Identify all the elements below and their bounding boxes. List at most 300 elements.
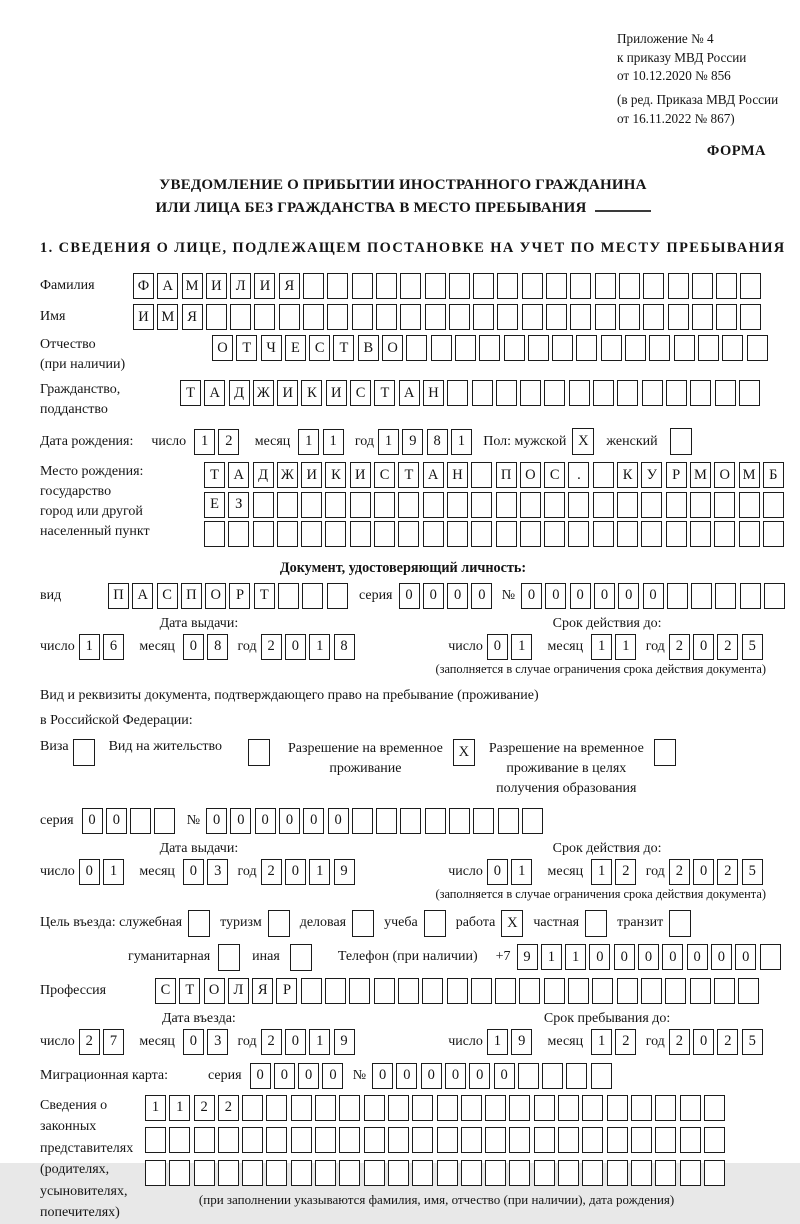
char-cell[interactable]: О — [205, 583, 226, 609]
char-cell[interactable]: 0 — [521, 583, 542, 609]
char-cell[interactable] — [668, 304, 689, 330]
purpose-study-checkbox[interactable] — [424, 910, 446, 937]
char-cell[interactable] — [619, 304, 640, 330]
char-cell[interactable] — [497, 304, 518, 330]
char-cell[interactable] — [716, 273, 737, 299]
char-cell[interactable] — [218, 1160, 239, 1186]
char-cell[interactable] — [546, 273, 567, 299]
char-cell[interactable] — [522, 304, 543, 330]
char-cell[interactable]: 1 — [323, 429, 344, 455]
char-cell[interactable] — [242, 1160, 263, 1186]
char-cell[interactable]: Т — [236, 335, 257, 361]
char-cell[interactable]: 0 — [494, 1063, 515, 1089]
char-cell[interactable] — [643, 304, 664, 330]
char-cell[interactable] — [631, 1127, 652, 1153]
char-cell[interactable] — [471, 978, 492, 1004]
char-cell[interactable]: 2 — [261, 1029, 282, 1055]
char-cell[interactable] — [279, 304, 300, 330]
char-cell[interactable] — [169, 1160, 190, 1186]
char-cell[interactable] — [422, 978, 443, 1004]
char-cell[interactable]: 5 — [742, 859, 763, 885]
purpose-tourism-checkbox[interactable] — [268, 910, 290, 937]
char-cell[interactable] — [593, 521, 614, 547]
char-cell[interactable] — [254, 304, 275, 330]
char-cell[interactable]: 0 — [487, 634, 508, 660]
char-cell[interactable]: Я — [252, 978, 273, 1004]
char-cell[interactable] — [400, 273, 421, 299]
char-cell[interactable]: И — [301, 462, 322, 488]
char-cell[interactable]: 3 — [207, 1029, 228, 1055]
temp-residence-edu-checkbox[interactable] — [654, 739, 676, 766]
char-cell[interactable] — [398, 521, 419, 547]
char-cell[interactable] — [352, 808, 373, 834]
char-cell[interactable] — [747, 335, 768, 361]
char-cell[interactable] — [655, 1127, 676, 1153]
char-cell[interactable] — [617, 492, 638, 518]
char-cell[interactable] — [485, 1127, 506, 1153]
char-cell[interactable] — [169, 1127, 190, 1153]
char-cell[interactable]: 0 — [693, 634, 714, 660]
char-cell[interactable] — [145, 1127, 166, 1153]
char-cell[interactable] — [764, 583, 785, 609]
char-cell[interactable] — [398, 978, 419, 1004]
char-cell[interactable] — [739, 380, 760, 406]
char-cell[interactable] — [760, 944, 781, 970]
char-cell[interactable]: 0 — [285, 859, 306, 885]
char-cell[interactable] — [568, 521, 589, 547]
char-cell[interactable] — [558, 1160, 579, 1186]
char-cell[interactable]: И — [254, 273, 275, 299]
char-cell[interactable]: 1 — [169, 1095, 190, 1121]
char-cell[interactable]: 0 — [693, 859, 714, 885]
char-cell[interactable]: 0 — [79, 859, 100, 885]
residence-permit-checkbox[interactable] — [248, 739, 270, 766]
char-cell[interactable] — [364, 1095, 385, 1121]
char-cell[interactable] — [447, 492, 468, 518]
char-cell[interactable]: С — [350, 380, 371, 406]
char-cell[interactable] — [544, 380, 565, 406]
char-cell[interactable] — [680, 1127, 701, 1153]
char-cell[interactable] — [194, 1127, 215, 1153]
char-cell[interactable]: 0 — [693, 1029, 714, 1055]
char-cell[interactable] — [327, 304, 348, 330]
char-cell[interactable] — [698, 335, 719, 361]
char-cell[interactable]: 1 — [591, 1029, 612, 1055]
char-cell[interactable]: 7 — [103, 1029, 124, 1055]
char-cell[interactable] — [350, 492, 371, 518]
char-cell[interactable] — [593, 462, 614, 488]
char-cell[interactable] — [301, 978, 322, 1004]
char-cell[interactable]: И — [350, 462, 371, 488]
char-cell[interactable]: А — [399, 380, 420, 406]
char-cell[interactable] — [542, 1063, 563, 1089]
char-cell[interactable]: 1 — [103, 859, 124, 885]
char-cell[interactable]: 1 — [487, 1029, 508, 1055]
char-cell[interactable]: П — [108, 583, 129, 609]
char-cell[interactable]: 2 — [261, 859, 282, 885]
char-cell[interactable] — [534, 1095, 555, 1121]
char-cell[interactable] — [738, 978, 759, 1004]
char-cell[interactable]: Т — [204, 462, 225, 488]
char-cell[interactable]: Д — [253, 462, 274, 488]
char-cell[interactable] — [374, 978, 395, 1004]
char-cell[interactable]: П — [181, 583, 202, 609]
char-cell[interactable] — [425, 808, 446, 834]
char-cell[interactable] — [544, 521, 565, 547]
char-cell[interactable] — [303, 304, 324, 330]
char-cell[interactable]: Ч — [261, 335, 282, 361]
char-cell[interactable]: 0 — [421, 1063, 442, 1089]
purpose-official-checkbox[interactable] — [188, 910, 210, 937]
char-cell[interactable] — [266, 1160, 287, 1186]
char-cell[interactable] — [301, 521, 322, 547]
char-cell[interactable]: И — [206, 273, 227, 299]
char-cell[interactable] — [714, 492, 735, 518]
char-cell[interactable] — [431, 335, 452, 361]
char-cell[interactable]: К — [325, 462, 346, 488]
char-cell[interactable]: Т — [333, 335, 354, 361]
char-cell[interactable] — [242, 1095, 263, 1121]
char-cell[interactable] — [406, 335, 427, 361]
char-cell[interactable] — [206, 304, 227, 330]
char-cell[interactable]: Ж — [253, 380, 274, 406]
char-cell[interactable] — [641, 978, 662, 1004]
purpose-transit-checkbox[interactable] — [669, 910, 691, 937]
char-cell[interactable] — [544, 492, 565, 518]
char-cell[interactable]: 0 — [399, 583, 420, 609]
char-cell[interactable] — [449, 304, 470, 330]
char-cell[interactable]: . — [568, 462, 589, 488]
char-cell[interactable] — [291, 1160, 312, 1186]
char-cell[interactable] — [643, 273, 664, 299]
char-cell[interactable]: Л — [228, 978, 249, 1004]
char-cell[interactable]: 2 — [669, 1029, 690, 1055]
char-cell[interactable]: И — [277, 380, 298, 406]
char-cell[interactable] — [582, 1127, 603, 1153]
char-cell[interactable]: 0 — [614, 944, 635, 970]
char-cell[interactable]: 0 — [618, 583, 639, 609]
char-cell[interactable] — [364, 1127, 385, 1153]
char-cell[interactable] — [376, 304, 397, 330]
char-cell[interactable] — [655, 1160, 676, 1186]
char-cell[interactable]: 0 — [183, 634, 204, 660]
char-cell[interactable] — [325, 492, 346, 518]
char-cell[interactable]: 5 — [742, 1029, 763, 1055]
char-cell[interactable]: Т — [180, 380, 201, 406]
char-cell[interactable] — [461, 1160, 482, 1186]
char-cell[interactable]: 0 — [298, 1063, 319, 1089]
char-cell[interactable]: М — [690, 462, 711, 488]
char-cell[interactable] — [277, 492, 298, 518]
char-cell[interactable]: 2 — [615, 1029, 636, 1055]
char-cell[interactable] — [568, 978, 589, 1004]
char-cell[interactable] — [485, 1095, 506, 1121]
char-cell[interactable] — [437, 1095, 458, 1121]
char-cell[interactable] — [690, 492, 711, 518]
char-cell[interactable]: 2 — [717, 634, 738, 660]
temp-residence-checkbox[interactable]: X — [453, 739, 475, 766]
char-cell[interactable] — [154, 808, 175, 834]
purpose-work-checkbox[interactable]: X — [501, 910, 523, 937]
char-cell[interactable] — [582, 1095, 603, 1121]
char-cell[interactable] — [528, 335, 549, 361]
char-cell[interactable] — [642, 380, 663, 406]
char-cell[interactable] — [715, 583, 736, 609]
char-cell[interactable]: 0 — [396, 1063, 417, 1089]
char-cell[interactable] — [496, 380, 517, 406]
char-cell[interactable] — [763, 492, 784, 518]
char-cell[interactable]: 9 — [511, 1029, 532, 1055]
char-cell[interactable]: О — [204, 978, 225, 1004]
char-cell[interactable] — [364, 1160, 385, 1186]
char-cell[interactable] — [374, 521, 395, 547]
char-cell[interactable]: 0 — [589, 944, 610, 970]
char-cell[interactable]: 0 — [570, 583, 591, 609]
char-cell[interactable] — [522, 808, 543, 834]
char-cell[interactable] — [425, 273, 446, 299]
char-cell[interactable]: 8 — [427, 429, 448, 455]
char-cell[interactable] — [692, 304, 713, 330]
char-cell[interactable] — [680, 1160, 701, 1186]
char-cell[interactable] — [315, 1127, 336, 1153]
char-cell[interactable]: 0 — [638, 944, 659, 970]
char-cell[interactable]: 1 — [79, 634, 100, 660]
char-cell[interactable]: 6 — [103, 634, 124, 660]
char-cell[interactable] — [552, 335, 573, 361]
char-cell[interactable] — [325, 521, 346, 547]
char-cell[interactable] — [566, 1063, 587, 1089]
char-cell[interactable] — [607, 1160, 628, 1186]
char-cell[interactable] — [576, 335, 597, 361]
char-cell[interactable] — [704, 1095, 725, 1121]
char-cell[interactable] — [680, 1095, 701, 1121]
char-cell[interactable]: О — [520, 462, 541, 488]
char-cell[interactable]: 0 — [328, 808, 349, 834]
char-cell[interactable] — [569, 380, 590, 406]
char-cell[interactable]: С — [155, 978, 176, 1004]
char-cell[interactable]: 0 — [274, 1063, 295, 1089]
char-cell[interactable] — [425, 304, 446, 330]
char-cell[interactable]: К — [301, 380, 322, 406]
char-cell[interactable]: 0 — [445, 1063, 466, 1089]
char-cell[interactable]: С — [309, 335, 330, 361]
char-cell[interactable]: 0 — [303, 808, 324, 834]
char-cell[interactable] — [473, 304, 494, 330]
char-cell[interactable]: Т — [254, 583, 275, 609]
char-cell[interactable] — [641, 492, 662, 518]
char-cell[interactable]: 1 — [145, 1095, 166, 1121]
char-cell[interactable] — [674, 335, 695, 361]
char-cell[interactable] — [714, 521, 735, 547]
char-cell[interactable]: 1 — [309, 634, 330, 660]
char-cell[interactable]: 0 — [285, 1029, 306, 1055]
char-cell[interactable]: 1 — [309, 1029, 330, 1055]
char-cell[interactable] — [339, 1127, 360, 1153]
char-cell[interactable] — [230, 304, 251, 330]
char-cell[interactable]: 0 — [643, 583, 664, 609]
char-cell[interactable] — [479, 335, 500, 361]
char-cell[interactable] — [352, 273, 373, 299]
char-cell[interactable] — [520, 380, 541, 406]
char-cell[interactable]: З — [228, 492, 249, 518]
char-cell[interactable]: 2 — [717, 1029, 738, 1055]
char-cell[interactable]: 0 — [183, 859, 204, 885]
char-cell[interactable] — [570, 304, 591, 330]
char-cell[interactable] — [690, 978, 711, 1004]
char-cell[interactable]: 9 — [334, 1029, 355, 1055]
char-cell[interactable]: 2 — [218, 1095, 239, 1121]
char-cell[interactable]: 1 — [591, 634, 612, 660]
char-cell[interactable] — [485, 1160, 506, 1186]
char-cell[interactable] — [400, 808, 421, 834]
char-cell[interactable]: 1 — [541, 944, 562, 970]
char-cell[interactable] — [350, 521, 371, 547]
char-cell[interactable]: 0 — [662, 944, 683, 970]
char-cell[interactable] — [315, 1095, 336, 1121]
char-cell[interactable] — [534, 1127, 555, 1153]
char-cell[interactable] — [447, 380, 468, 406]
char-cell[interactable] — [617, 521, 638, 547]
char-cell[interactable]: С — [157, 583, 178, 609]
char-cell[interactable]: Е — [204, 492, 225, 518]
char-cell[interactable]: Т — [398, 462, 419, 488]
char-cell[interactable] — [607, 1127, 628, 1153]
char-cell[interactable]: 0 — [250, 1063, 271, 1089]
char-cell[interactable]: 1 — [451, 429, 472, 455]
char-cell[interactable] — [228, 521, 249, 547]
char-cell[interactable] — [593, 492, 614, 518]
char-cell[interactable] — [253, 492, 274, 518]
char-cell[interactable] — [400, 304, 421, 330]
char-cell[interactable] — [520, 521, 541, 547]
char-cell[interactable] — [412, 1160, 433, 1186]
char-cell[interactable]: Е — [285, 335, 306, 361]
char-cell[interactable] — [471, 521, 492, 547]
char-cell[interactable]: 2 — [79, 1029, 100, 1055]
char-cell[interactable]: 2 — [669, 634, 690, 660]
char-cell[interactable]: М — [739, 462, 760, 488]
char-cell[interactable] — [509, 1095, 530, 1121]
char-cell[interactable] — [449, 273, 470, 299]
char-cell[interactable] — [352, 304, 373, 330]
char-cell[interactable]: 1 — [511, 859, 532, 885]
char-cell[interactable]: Р — [276, 978, 297, 1004]
char-cell[interactable] — [473, 273, 494, 299]
char-cell[interactable] — [631, 1160, 652, 1186]
char-cell[interactable]: 2 — [615, 859, 636, 885]
char-cell[interactable] — [739, 492, 760, 518]
char-cell[interactable]: Н — [447, 462, 468, 488]
char-cell[interactable] — [692, 273, 713, 299]
char-cell[interactable] — [266, 1095, 287, 1121]
char-cell[interactable] — [327, 583, 348, 609]
char-cell[interactable] — [704, 1127, 725, 1153]
char-cell[interactable] — [447, 521, 468, 547]
char-cell[interactable]: 5 — [742, 634, 763, 660]
char-cell[interactable] — [277, 521, 298, 547]
char-cell[interactable] — [325, 978, 346, 1004]
char-cell[interactable] — [668, 273, 689, 299]
char-cell[interactable]: Н — [423, 380, 444, 406]
char-cell[interactable]: 0 — [206, 808, 227, 834]
char-cell[interactable] — [278, 583, 299, 609]
char-cell[interactable]: 9 — [334, 859, 355, 885]
char-cell[interactable] — [667, 583, 688, 609]
char-cell[interactable] — [437, 1127, 458, 1153]
char-cell[interactable]: 0 — [82, 808, 103, 834]
char-cell[interactable]: Р — [229, 583, 250, 609]
purpose-other-checkbox[interactable] — [290, 944, 312, 971]
char-cell[interactable]: Б — [763, 462, 784, 488]
char-cell[interactable] — [617, 978, 638, 1004]
char-cell[interactable] — [595, 304, 616, 330]
char-cell[interactable] — [544, 978, 565, 1004]
char-cell[interactable] — [495, 978, 516, 1004]
char-cell[interactable]: О — [714, 462, 735, 488]
char-cell[interactable]: 1 — [591, 859, 612, 885]
char-cell[interactable] — [714, 978, 735, 1004]
char-cell[interactable] — [740, 583, 761, 609]
char-cell[interactable] — [591, 1063, 612, 1089]
char-cell[interactable] — [253, 521, 274, 547]
char-cell[interactable]: У — [641, 462, 662, 488]
char-cell[interactable]: 0 — [106, 808, 127, 834]
char-cell[interactable]: С — [544, 462, 565, 488]
char-cell[interactable] — [740, 304, 761, 330]
char-cell[interactable]: 3 — [207, 859, 228, 885]
char-cell[interactable]: 9 — [402, 429, 423, 455]
char-cell[interactable] — [339, 1160, 360, 1186]
char-cell[interactable]: 0 — [487, 859, 508, 885]
visa-checkbox[interactable] — [73, 739, 95, 766]
char-cell[interactable]: Ф — [133, 273, 154, 299]
char-cell[interactable]: 8 — [207, 634, 228, 660]
sex-female-checkbox[interactable] — [670, 428, 692, 455]
char-cell[interactable]: 1 — [194, 429, 215, 455]
char-cell[interactable]: 0 — [687, 944, 708, 970]
char-cell[interactable] — [666, 492, 687, 518]
char-cell[interactable]: Я — [182, 304, 203, 330]
char-cell[interactable]: В — [358, 335, 379, 361]
char-cell[interactable]: 1 — [615, 634, 636, 660]
char-cell[interactable] — [619, 273, 640, 299]
char-cell[interactable]: 0 — [230, 808, 251, 834]
char-cell[interactable] — [558, 1095, 579, 1121]
char-cell[interactable]: М — [157, 304, 178, 330]
char-cell[interactable] — [558, 1127, 579, 1153]
char-cell[interactable] — [339, 1095, 360, 1121]
char-cell[interactable] — [665, 978, 686, 1004]
char-cell[interactable] — [498, 808, 519, 834]
char-cell[interactable] — [388, 1095, 409, 1121]
char-cell[interactable] — [218, 1127, 239, 1153]
char-cell[interactable] — [291, 1095, 312, 1121]
char-cell[interactable] — [461, 1127, 482, 1153]
char-cell[interactable] — [291, 1127, 312, 1153]
char-cell[interactable] — [497, 273, 518, 299]
char-cell[interactable]: А — [204, 380, 225, 406]
char-cell[interactable] — [376, 808, 397, 834]
char-cell[interactable] — [631, 1095, 652, 1121]
char-cell[interactable]: 0 — [255, 808, 276, 834]
char-cell[interactable]: 2 — [669, 859, 690, 885]
char-cell[interactable]: 1 — [511, 634, 532, 660]
char-cell[interactable]: А — [132, 583, 153, 609]
char-cell[interactable] — [423, 521, 444, 547]
char-cell[interactable]: 0 — [372, 1063, 393, 1089]
char-cell[interactable] — [625, 335, 646, 361]
char-cell[interactable] — [374, 492, 395, 518]
